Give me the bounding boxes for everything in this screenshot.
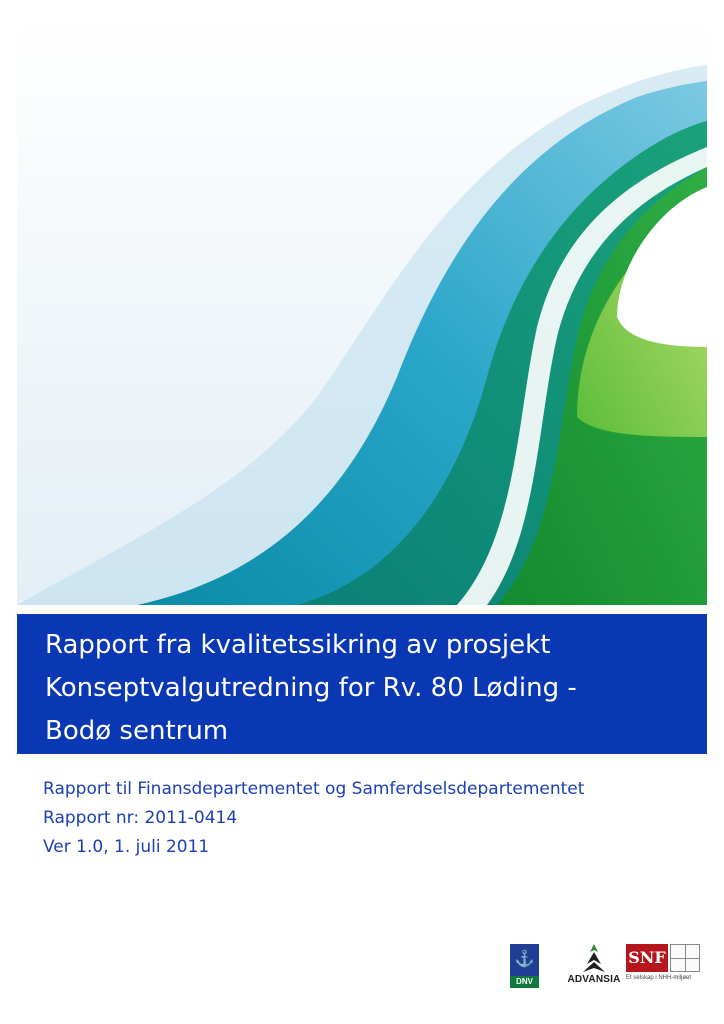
advansia-logo-text: ADVANSIA — [567, 974, 621, 985]
title-line-1: Rapport fra kvalitetssikring av prosjekt — [45, 630, 551, 660]
advansia-mark-icon — [579, 942, 609, 974]
logo-strip — [0, 942, 724, 992]
report-info — [43, 775, 693, 862]
report-recipient: Rapport til Finansdepartementet og Samferdselsdepartementet — [43, 779, 585, 799]
anchor-icon: ⚓ — [510, 944, 539, 976]
report-number: Rapport nr: 2011-0414 — [43, 808, 238, 828]
cover-illustration — [17, 17, 707, 605]
dnv-logo-text: DNV — [510, 976, 539, 988]
snf-logo-text: SNF — [626, 944, 668, 972]
snf-emblem-icon — [670, 944, 700, 972]
snf-tagline: Et selskap i NHH-miljøet — [626, 975, 692, 981]
dnv-logo — [510, 944, 539, 988]
title-band — [17, 614, 707, 754]
advansia-logo — [566, 942, 622, 990]
title-line-2: Konseptvalgutredning for Rv. 80 Løding - — [45, 673, 577, 703]
title-line-3: Bodø sentrum — [45, 716, 229, 746]
report-version-date: Ver 1.0, 1. juli 2011 — [43, 837, 210, 857]
snf-logo — [626, 944, 702, 990]
